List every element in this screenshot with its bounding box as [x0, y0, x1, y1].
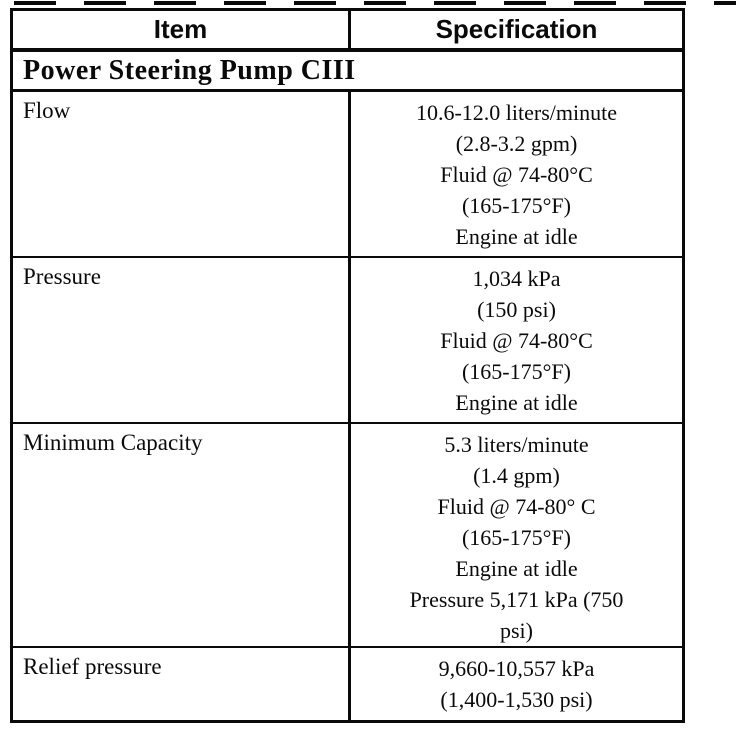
- spec-value-flow: [350, 91, 684, 257]
- spec-line: Engine at idle: [455, 389, 578, 415]
- spec-line: Fluid @ 74-80°C: [440, 162, 593, 187]
- table-row: [12, 423, 684, 647]
- spec-line: 1,034 kPa: [472, 265, 561, 291]
- section-row: [12, 50, 684, 91]
- column-header-specification: Specification: [350, 10, 684, 51]
- spec-line: psi): [500, 617, 533, 643]
- spec-value-relief-pressure: [350, 647, 684, 722]
- spec-line: Fluid @ 74-80°C: [440, 327, 593, 353]
- spec-line: (165-175°F): [461, 358, 571, 384]
- table-row: [12, 647, 684, 722]
- spec-line: 9,660-10,557 kPa: [438, 655, 595, 681]
- scan-artifact-dashes: [14, 1, 736, 5]
- item-label-pressure: Pressure: [12, 257, 350, 423]
- specification-table: [10, 8, 685, 723]
- item-label-flow: Flow: [12, 91, 350, 257]
- spec-line: (1.4 gpm): [473, 462, 560, 488]
- spec-line: (2.8-3.2 gpm): [455, 131, 578, 156]
- section-title: Power Steering Pump CIII: [12, 50, 684, 91]
- spec-line: Pressure 5,171 kPa (750: [409, 586, 624, 612]
- spec-line: (150 psi): [477, 296, 556, 322]
- spec-value-pressure: [350, 257, 684, 423]
- spec-line: (165-175°F): [461, 524, 571, 550]
- spec-line: (165-175°F): [461, 193, 571, 218]
- table-row: [12, 91, 684, 257]
- table-row: [12, 257, 684, 423]
- column-header-item: Item: [12, 10, 350, 51]
- spec-line: Engine at idle: [455, 555, 578, 581]
- spec-value-minimum-capacity: [350, 423, 684, 647]
- spec-line: (1,400-1,530 psi): [440, 686, 593, 712]
- spec-line: 10.6-12.0 liters/minute: [415, 100, 618, 125]
- table-header-row: [12, 10, 684, 51]
- item-label-minimum-capacity: Minimum Capacity: [12, 423, 350, 647]
- spec-line: Engine at idle: [455, 224, 578, 249]
- spec-line: Fluid @ 74-80° C: [437, 493, 596, 519]
- item-label-relief-pressure: Relief pressure: [12, 647, 350, 722]
- spec-line: 5.3 liters/minute: [444, 431, 589, 457]
